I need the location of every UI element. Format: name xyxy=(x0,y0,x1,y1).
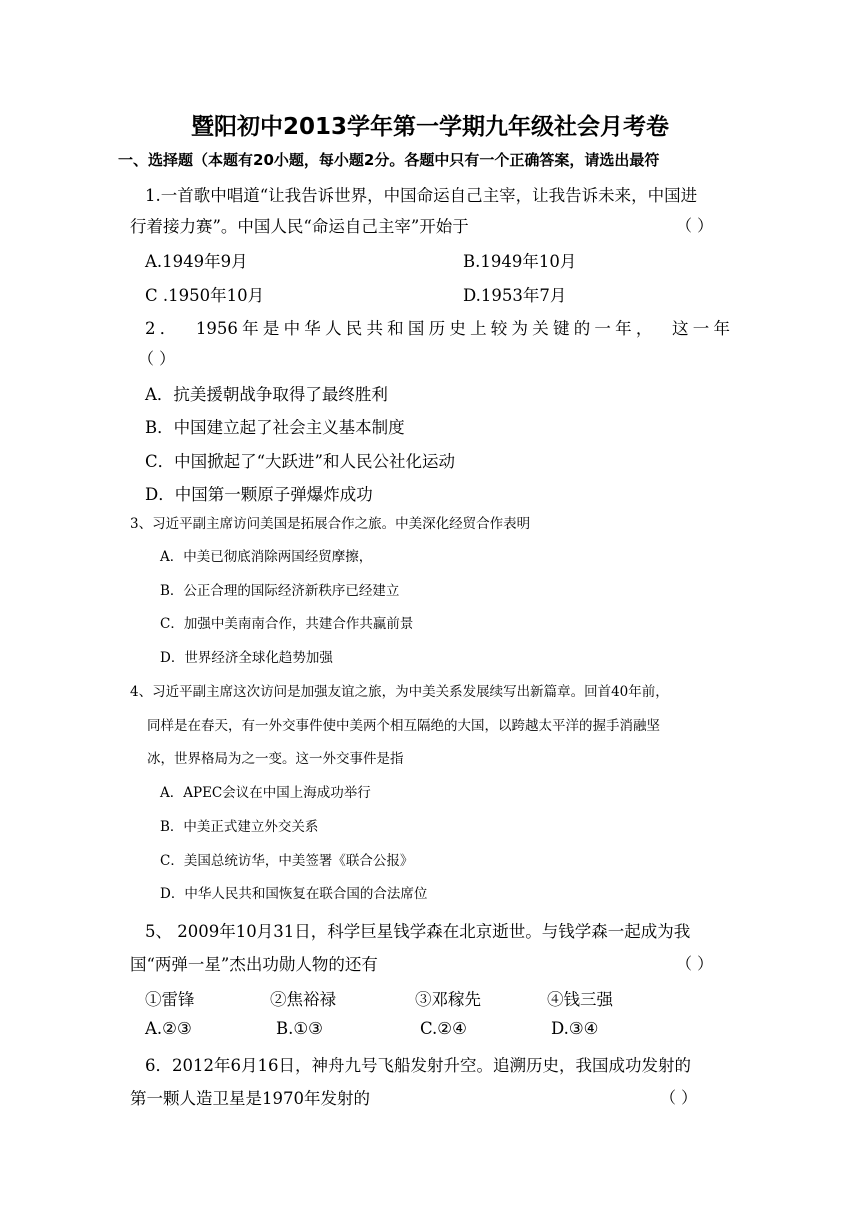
q1-option-b: B.1949年10月 xyxy=(463,252,577,271)
q5-option-a: A.②③ xyxy=(145,1019,192,1038)
q6-line1: 6．2012年6月16日，神舟九号飞船发射升空。追溯历史，我国成功发射的 xyxy=(145,1056,691,1075)
q2-line1: 2． 1956年是中华人民共和国历史上较为关键的一年， 这一年 xyxy=(145,319,730,338)
q1-option-c: C .1950年10月 xyxy=(145,286,265,305)
q5-line1: 5、 2009年10月31日，科学巨星钱学森在北京逝世。与钱学森一起成为我 xyxy=(145,922,691,941)
q5-option-d: D.③④ xyxy=(551,1019,599,1038)
q4-line1: 4、习近平副主席这次访问是加强友谊之旅，为中美关系发展续写出新篇章。回首40年前， xyxy=(130,684,669,700)
q5-item-4: ④钱三强 xyxy=(547,990,613,1009)
q1-line1: 1.一首歌中唱道“让我告诉世界，中国命运自己主宰，让我告诉未来，中国进 xyxy=(145,186,698,205)
q4-line2: 同样是在春天，有一外交事件使中美两个相互隔绝的大国，以跨越太平洋的握手消融坚 xyxy=(147,718,660,734)
q3-option-c: C．加强中美南南合作，共建合作共赢前景 xyxy=(160,616,414,632)
q3-option-b: B．公正合理的国际经济新秩序已经建立 xyxy=(160,583,400,599)
q2-option-d: D．中国第一颗原子弹爆炸成功 xyxy=(145,485,373,504)
q5-option-b: B.①③ xyxy=(276,1019,323,1038)
q3-line1: 3、习近平副主席访问美国是拓展合作之旅。中美深化经贸合作表明 xyxy=(130,516,531,532)
q5-option-c: C.②④ xyxy=(420,1019,467,1038)
section-heading: 一、选择题（本题有20小题，每小题2分。各题中只有一个正确答案，请选出最符 xyxy=(118,151,660,169)
page-title: 暨阳初中2013学年第一学期九年级社会月考卷 xyxy=(190,114,669,140)
q3-option-d: D．世界经济全球化趋势加强 xyxy=(160,650,333,666)
q2-answer-blank: （ ） xyxy=(138,349,176,368)
q1-option-a: A.1949年9月 xyxy=(145,252,248,271)
q2-option-c: C．中国掀起了“大跃进”和人民公社化运动 xyxy=(145,452,455,471)
q4-option-b: B．中美正式建立外交关系 xyxy=(160,819,319,835)
q5-line2: 国“两弹一星”杰出功勋人物的还有 xyxy=(130,955,378,974)
q4-option-d: D．中华人民共和国恢复在联合国的合法席位 xyxy=(160,886,428,902)
q1-option-d: D.1953年7月 xyxy=(463,286,567,305)
q1-line2: 行着接力赛”。中国人民“命运自己主宰”开始于 xyxy=(130,217,469,236)
q6-line2: 第一颗人造卫星是1970年发射的 xyxy=(130,1089,370,1108)
q4-option-c: C．美国总统访华，中美签署《联合公报》 xyxy=(160,853,414,869)
q5-answer-blank: （ ） xyxy=(676,954,714,973)
q2-option-a: A．抗美援朝战争取得了最终胜利 xyxy=(145,385,388,404)
q4-option-a: A．APEC会议在中国上海成功举行 xyxy=(160,785,371,801)
q5-item-3: ③邓稼先 xyxy=(415,990,481,1009)
q3-option-a: A．中美已彻底消除两国经贸摩擦， xyxy=(160,549,373,565)
q5-item-2: ②焦裕禄 xyxy=(270,990,336,1009)
q6-answer-blank: （ ） xyxy=(660,1088,698,1107)
q1-answer-blank: （ ） xyxy=(676,216,714,235)
q4-line3: 冰，世界格局为之一变。这一外交事件是指 xyxy=(147,751,404,767)
q2-option-b: B．中国建立起了社会主义基本制度 xyxy=(145,418,405,437)
q5-item-1: ①雷锋 xyxy=(145,990,195,1009)
